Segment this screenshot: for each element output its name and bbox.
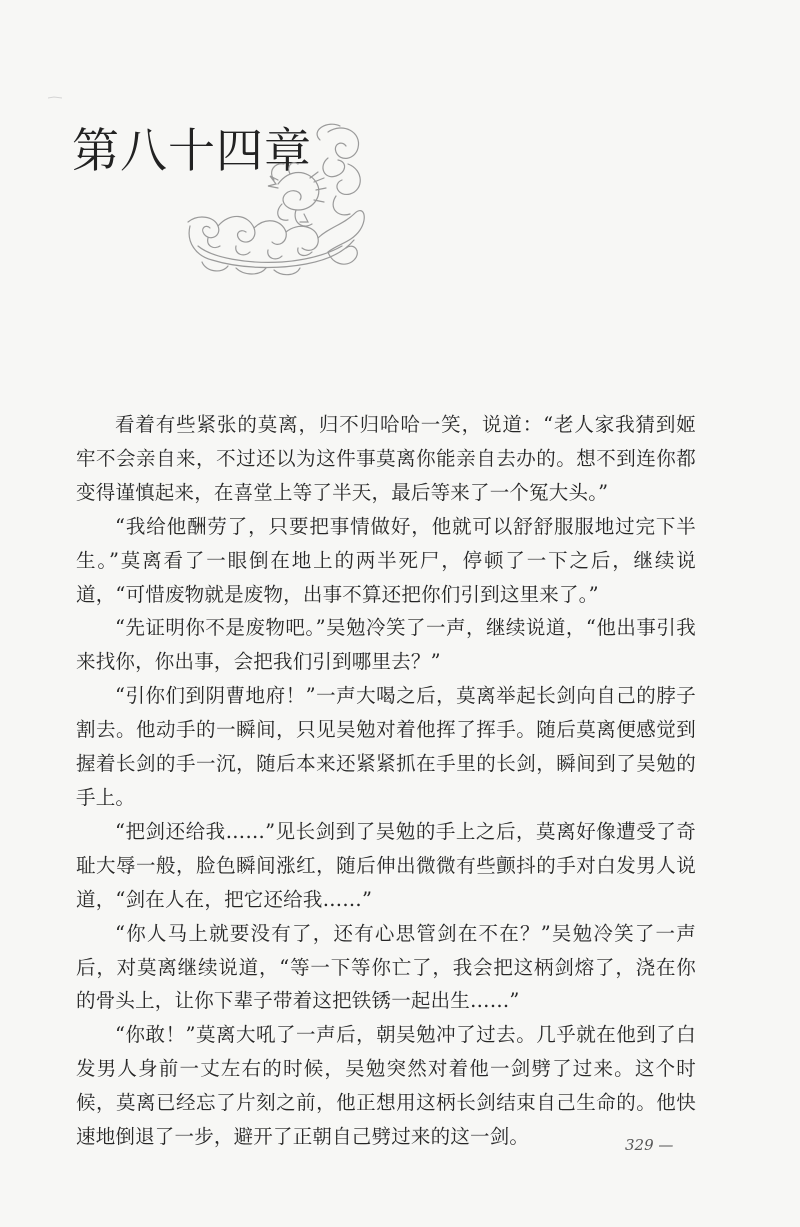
page-number: 329 — [625,1136,674,1154]
paragraph: “引你们到阴曹地府！”一声大喝之后，莫离举起长剑向自己的脖子割去。他动手的一瞬间，只见吴勉对着他挥了挥手。随后莫离便感觉到握着长剑的手一沉，随后本来还紧紧抓在手里的长剑，瞬间到了吴勉的手上。 [76,684,696,809]
paragraph: “我给他酬劳了，只要把事情做好，他就可以舒舒服服地过完下半生。”莫离看了一眼倒在地上的两半死尸，停顿了一下之后，继续说道，“可惜废物就是废物，出事不算还把你们引到这里来了。” [76,514,696,606]
paragraph: “你敢！”莫离大吼了一声后，朝吴勉冲了过去。几乎就在他到了白发男人身前一丈左右的时候，吴勉突然对着他一剑劈了过来。这个时候，莫离已经忘了片刻之前，他正想用这柄长剑结束自己生命的。他快速地倒退了一步，避开了正朝自己劈过来的这一剑。 [76,1023,696,1149]
chapter-title: 第八十四章 [72,124,312,179]
auspicious-cloud-dragon-icon [178,118,370,278]
body-text [76,408,696,1154]
paragraph: “把剑还给我……”见长剑到了吴勉的手上之后，莫离好像遭受了奇耻大辱一般，脸色瞬间涨红，随后伸出微微有些颤抖的手对白发男人说道，“剑在人在，把它还给我……” [76,819,696,911]
paragraph: “你人马上就要没有了，还有心思管剑在不在？”吴勉冷笑了一声后，对莫离继续说道，“等一下等你亡了，我会把这柄剑熔了，浇在你的骨头上，让你下辈子带着这把铁锈一起出生……” [76,921,696,1013]
paragraph: 看着有些紧张的莫离，归不归哈哈一笑，说道：“老人家我猜到姬牢不会亲自来，不过还以为这件事莫离你能亲自去办的。想不到连你都变得谨慎起来，在喜堂上等了半天，最后等来了一个冤大头。” [76,413,696,504]
paragraph: “先证明你不是废物吧。”吴勉冷笑了一声，继续说道，“他出事引我来找你，你出事，会把我们引到哪里去？” [76,616,696,674]
paper-speck [48,96,62,99]
